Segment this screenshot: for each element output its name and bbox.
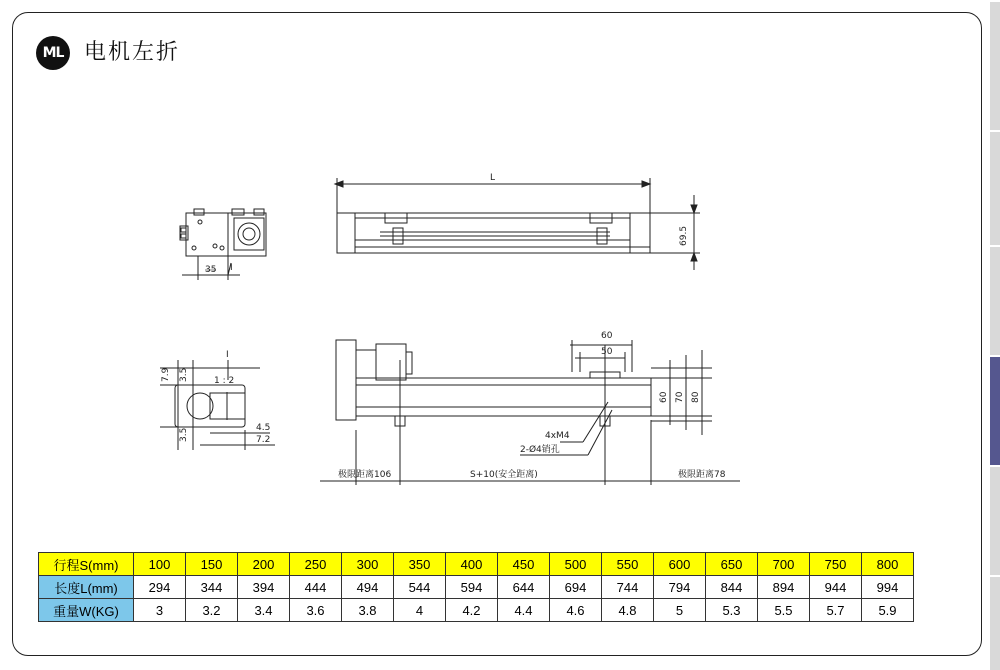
table-cell: 750 xyxy=(810,553,862,576)
table-cell: 844 xyxy=(706,576,758,599)
table-row xyxy=(39,553,914,576)
dim-69-5: 69.5 xyxy=(679,225,689,246)
end-view xyxy=(180,209,266,280)
table-cell: 300 xyxy=(342,553,394,576)
dim-7-2: 7.2 xyxy=(256,435,271,445)
table-cell: 500 xyxy=(550,553,602,576)
page-title: 电机左折 xyxy=(84,40,181,65)
table-cell: 4.4 xyxy=(498,599,550,622)
table-cell: 894 xyxy=(758,576,810,599)
table-cell: 5.7 xyxy=(810,599,862,622)
table-cell: 5.5 xyxy=(758,599,810,622)
dim-80: 80 xyxy=(691,391,701,403)
dim-7-9: 7.9 xyxy=(161,367,171,382)
side-view xyxy=(320,340,740,485)
table-cell: 944 xyxy=(810,576,862,599)
top-view xyxy=(335,178,700,270)
table-cell: 4.6 xyxy=(550,599,602,622)
table-cell: 3.6 xyxy=(290,599,342,622)
table-cell: 994 xyxy=(862,576,914,599)
dim-I-section: I xyxy=(226,350,229,360)
spec-table xyxy=(38,552,914,622)
table-cell: 3 xyxy=(134,599,186,622)
table-cell: 150 xyxy=(186,553,238,576)
dim-70: 70 xyxy=(675,391,685,403)
table-cell: 294 xyxy=(134,576,186,599)
table-cell: 3.8 xyxy=(342,599,394,622)
note-pin-holes: 2-Ø4销孔 xyxy=(520,445,560,455)
table-cell: 4 xyxy=(394,599,446,622)
table-cell: 350 xyxy=(394,553,446,576)
table-cell: 644 xyxy=(498,576,550,599)
dim-L: L xyxy=(490,173,496,183)
table-cell: 450 xyxy=(498,553,550,576)
table-cell: 744 xyxy=(602,576,654,599)
table-cell: 794 xyxy=(654,576,706,599)
table-cell: 600 xyxy=(654,553,706,576)
table-cell: 5 xyxy=(654,599,706,622)
row-label: 长度L(mm) xyxy=(39,576,134,599)
dim-3-5a: 3.5 xyxy=(179,367,189,382)
table-cell: 100 xyxy=(134,553,186,576)
table-cell: 494 xyxy=(342,576,394,599)
row-label: 重量W(KG) xyxy=(39,599,134,622)
model-badge: ML xyxy=(36,36,70,70)
limit-left-label: 极限距离106 xyxy=(338,470,392,480)
table-cell: 344 xyxy=(186,576,238,599)
table-cell: 444 xyxy=(290,576,342,599)
table-row xyxy=(39,599,914,622)
scale-label: 1 : 2 xyxy=(214,376,235,386)
table-cell: 700 xyxy=(758,553,810,576)
table-cell: 544 xyxy=(394,576,446,599)
table-cell: 4.2 xyxy=(446,599,498,622)
dim-4-5: 4.5 xyxy=(256,423,271,433)
limit-right-label: 极限距离78 xyxy=(678,470,726,480)
stroke-label: S+10(安全距离) xyxy=(470,470,538,480)
table-cell: 250 xyxy=(290,553,342,576)
table-row xyxy=(39,576,914,599)
table-cell: 4.8 xyxy=(602,599,654,622)
dim-35: 35 xyxy=(205,265,217,275)
dim-I-top: I xyxy=(230,263,233,273)
dim-50: 50 xyxy=(601,347,613,357)
dim-60-side: 60 xyxy=(659,391,669,403)
table-cell: 550 xyxy=(602,553,654,576)
table-cell: 3.2 xyxy=(186,599,238,622)
table-cell: 200 xyxy=(238,553,290,576)
dim-3-5b: 3.5 xyxy=(179,427,189,442)
table-cell: 694 xyxy=(550,576,602,599)
table-cell: 3.4 xyxy=(238,599,290,622)
row-label: 行程S(mm) xyxy=(39,553,134,576)
table-cell: 5.3 xyxy=(706,599,758,622)
table-cell: 5.9 xyxy=(862,599,914,622)
table-cell: 650 xyxy=(706,553,758,576)
table-cell: 394 xyxy=(238,576,290,599)
table-cell: 800 xyxy=(862,553,914,576)
dim-60-top: 60 xyxy=(601,331,613,341)
table-cell: 594 xyxy=(446,576,498,599)
note-4xm4: 4xM4 xyxy=(545,431,570,441)
table-cell: 400 xyxy=(446,553,498,576)
